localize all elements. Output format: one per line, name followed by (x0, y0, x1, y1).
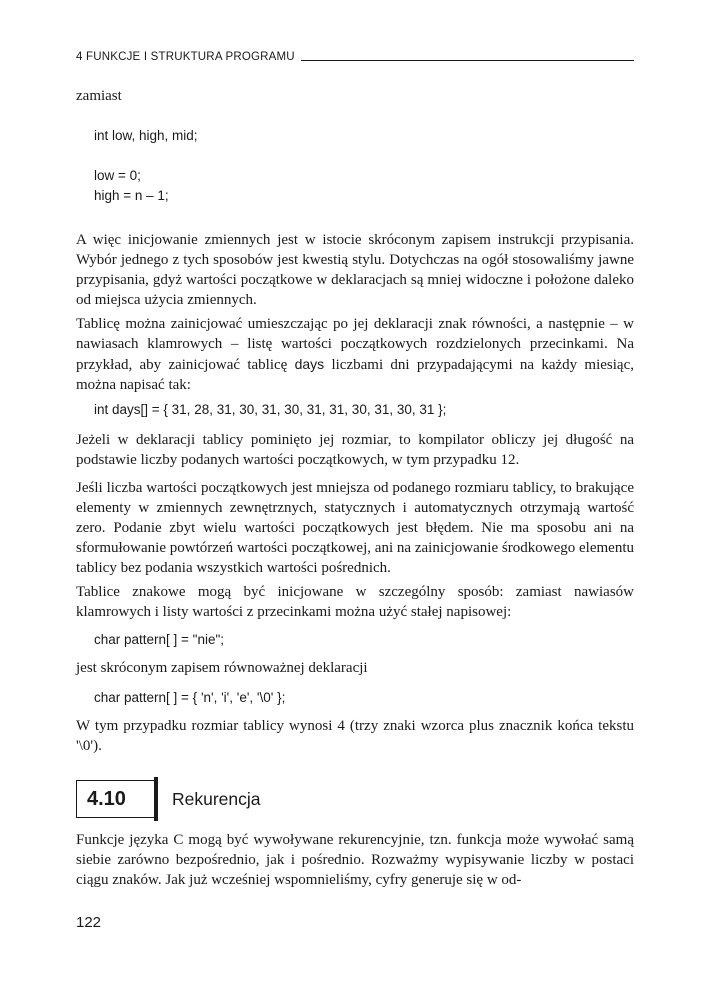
paragraph-array-initialization (76, 314, 634, 395)
running-header-rule (301, 60, 634, 61)
section-title: Rekurencja (172, 788, 261, 809)
section-number-box (76, 780, 156, 818)
paragraph-array-size-four: W tym przypadku rozmiar tablicy wynosi 4 (trzy znaki wzorca plus znacznik końca tekstu '\0'). (76, 718, 634, 754)
paragraph-recursion-intro: Funkcje języka C mogą być wywoływane rekurencyjnie, tzn. funkcja może wywołać samą siebie zarówno bezpośrednio, jak i pośrednio. Rozważmy wypisywanie liczby w postaci ciągu znaków. Jak już wcześniej wspomnieliśmy, cyfry generuje się w od- (76, 832, 634, 888)
paragraph-initialization-style: A więc inicjowanie zmiennych jest w istocie skróconym zapisem instrukcji przypisania. Wybór jednego z tych sposobów jest kwestią stylu. Dotychczas na ogół stosowaliśmy jawne przypisania, gdyż wartości początkowe w deklaracjach są mniej widoczne i położone daleko od miejsca użycia zmiennych. (76, 232, 634, 308)
code-assign-high: high = n – 1; (94, 188, 169, 203)
code-declaration: int low, high, mid; (94, 128, 198, 143)
section-number: 4.10 (87, 787, 126, 810)
paragraph-array-initialization-text-1: Tablicę można zainicjować umieszczając po jej deklaracji znak równości, a następnie – w nawiasach klamrowych – listę wartości początkowych rozdzielonych przecinkami. Na przykład, aby zainicjować tablicę (76, 316, 634, 373)
page-number: 122 (76, 914, 102, 931)
paragraph-array-initialization-text-2: liczbami dni przypadającymi na każdy miesiąc, można napisać tak: (76, 357, 634, 393)
paragraph-missing-values: Jeśli liczba wartości początkowych jest mniejsza od podanego rozmiaru tablicy, to brakujące elementy w zmiennych zewnętrznych, statycznych i automatycznych otrzymają wartość zero. Podanie zbyt wielu wartości początkowych jest błędem. Nie ma sposobu ani na sformułowanie powtórzeń wartości początkowej, ani na zainicjowanie środkowego elementu tablicy bez podania wszystkich wartości pośrednich. (76, 480, 634, 576)
code-days-array: int days[] = { 31, 28, 31, 30, 31, 30, 31, 31, 30, 31, 30, 31 }; (94, 402, 447, 417)
running-header (76, 44, 634, 64)
paragraph-array-size: Jeżeli w deklaracji tablicy pominięto jej rozmiar, to kompilator obliczy jej długość na podstawie liczby podanych wartości początkowych, w tym przypadku 12. (76, 432, 634, 468)
code-pattern-chars: char pattern[ ] = { 'n', 'i', 'e', '\0' }; (94, 690, 286, 705)
paragraph-equivalent: jest skróconym zapisem równoważnej deklaracji (76, 660, 368, 676)
section-heading (76, 778, 261, 820)
running-header-title: 4 FUNKCJE I STRUKTURA PROGRAMU (76, 51, 295, 63)
paragraph-char-arrays: Tablice znakowe mogą być inicjowane w szczególny sposób: zamiast nawiasów klamrowych i listy wartości z przecinkami można użyć stałej napisowej: (76, 584, 634, 620)
code-assign-low: low = 0; (94, 168, 141, 183)
code-pattern-string: char pattern[ ] = "nie"; (94, 632, 225, 647)
inline-code-days: days (294, 356, 325, 372)
paragraph-zamiast: zamiast (76, 88, 122, 104)
